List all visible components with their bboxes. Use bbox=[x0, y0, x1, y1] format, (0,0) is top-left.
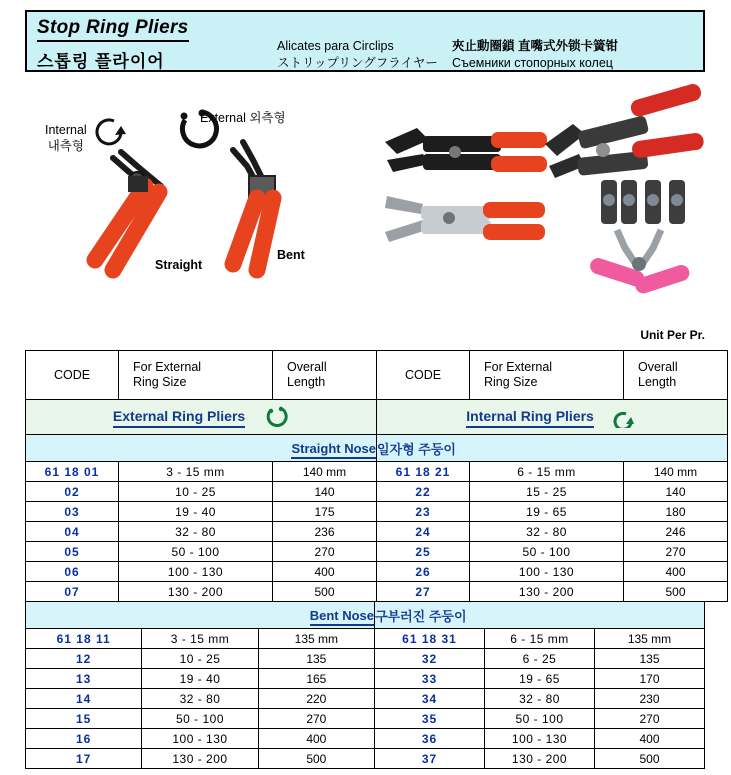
cell-length-right: 400 bbox=[624, 562, 728, 582]
cell-length-right: 135 mm bbox=[595, 629, 705, 649]
cell-code-left: 61 18 11 bbox=[26, 629, 142, 649]
table-row[interactable] bbox=[26, 522, 728, 542]
cell-code-left: 06 bbox=[26, 562, 119, 582]
cell-length-left: 400 bbox=[258, 729, 374, 749]
page-header bbox=[25, 10, 705, 72]
bent-rows-body bbox=[26, 629, 705, 769]
cell-size-left: 10 - 25 bbox=[119, 482, 273, 502]
label-internal bbox=[45, 122, 87, 154]
cell-size-left: 100 - 130 bbox=[119, 562, 273, 582]
cell-size-right: 50 - 100 bbox=[470, 542, 624, 562]
cell-length-left: 175 bbox=[273, 502, 377, 522]
cell-length-left: 500 bbox=[258, 749, 374, 769]
cell-size-right: 50 - 100 bbox=[485, 709, 595, 729]
table-row[interactable] bbox=[26, 482, 728, 502]
table-header-row bbox=[26, 351, 728, 400]
straight-nose-row bbox=[26, 435, 728, 462]
internal-ring-band-icon bbox=[612, 406, 638, 428]
cell-length-right: 500 bbox=[595, 749, 705, 769]
cell-length-right: 400 bbox=[595, 729, 705, 749]
cell-size-left: 100 - 130 bbox=[142, 729, 258, 749]
cell-code-right: 36 bbox=[375, 729, 485, 749]
table-row[interactable] bbox=[26, 462, 728, 482]
cell-code-right: 23 bbox=[377, 502, 470, 522]
table-row[interactable] bbox=[26, 629, 705, 649]
cell-size-right: 6 - 25 bbox=[485, 649, 595, 669]
table-row[interactable] bbox=[26, 542, 728, 562]
table-row[interactable] bbox=[26, 582, 728, 602]
silver-pliers-photo bbox=[385, 196, 545, 242]
cell-length-left: 400 bbox=[273, 562, 377, 582]
cell-code-right: 61 18 21 bbox=[377, 462, 470, 482]
cell-size-right: 6 - 15 mm bbox=[470, 462, 624, 482]
cell-length-left: 135 mm bbox=[258, 629, 374, 649]
cell-length-left: 236 bbox=[273, 522, 377, 542]
cell-code-right: 33 bbox=[375, 669, 485, 689]
cell-code-right: 37 bbox=[375, 749, 485, 769]
cell-length-right: 140 bbox=[624, 482, 728, 502]
label-bent: Bent bbox=[277, 248, 305, 262]
cell-code-left: 15 bbox=[26, 709, 142, 729]
table-row[interactable] bbox=[26, 502, 728, 522]
header-length-left-l1: Overall bbox=[287, 360, 327, 374]
cell-length-right: 270 bbox=[595, 709, 705, 729]
cell-size-left: 50 - 100 bbox=[119, 542, 273, 562]
cell-code-right: 34 bbox=[375, 689, 485, 709]
table-row[interactable] bbox=[26, 669, 705, 689]
cell-code-right: 25 bbox=[377, 542, 470, 562]
cell-length-left: 140 mm bbox=[273, 462, 377, 482]
title-russian: Съемники стопорных колец bbox=[452, 56, 613, 70]
header-ring-size-left-l1: For External bbox=[133, 360, 202, 374]
cell-code-left: 04 bbox=[26, 522, 119, 542]
cell-size-right: 100 - 130 bbox=[485, 729, 595, 749]
title-translations-cjk bbox=[452, 38, 618, 72]
cell-length-right: 246 bbox=[624, 522, 728, 542]
cell-length-left: 270 bbox=[273, 542, 377, 562]
product-illustrations bbox=[25, 80, 705, 345]
cell-size-left: 50 - 100 bbox=[142, 709, 258, 729]
cell-size-left: 19 - 40 bbox=[119, 502, 273, 522]
cell-size-left: 130 - 200 bbox=[119, 582, 273, 602]
category-band-row bbox=[26, 400, 728, 435]
title-japanese: ストリップリングフライヤー bbox=[277, 56, 438, 70]
cell-size-right: 100 - 130 bbox=[470, 562, 624, 582]
label-internal-kr: 내측형 bbox=[47, 139, 84, 153]
cell-code-right: 27 bbox=[377, 582, 470, 602]
cell-length-left: 165 bbox=[258, 669, 374, 689]
spec-table-straight bbox=[25, 350, 728, 602]
cell-length-right: 140 mm bbox=[624, 462, 728, 482]
bent-nose-en: Bent Nose bbox=[26, 602, 375, 629]
cell-code-right: 32 bbox=[375, 649, 485, 669]
straight-nose-kr: 일자형 주둥이 bbox=[377, 435, 728, 462]
cell-size-right: 130 - 200 bbox=[485, 749, 595, 769]
black-pliers-photo bbox=[385, 128, 547, 172]
cell-size-left: 32 - 80 bbox=[142, 689, 258, 709]
cell-code-left: 07 bbox=[26, 582, 119, 602]
cell-size-left: 10 - 25 bbox=[142, 649, 258, 669]
label-internal-en: Internal bbox=[45, 123, 87, 137]
cell-length-right: 135 bbox=[595, 649, 705, 669]
cell-code-left: 61 18 01 bbox=[26, 462, 119, 482]
cell-size-left: 3 - 15 mm bbox=[119, 462, 273, 482]
cell-size-right: 130 - 200 bbox=[470, 582, 624, 602]
pliers-set-photo bbox=[588, 180, 691, 295]
header-ring-size-left-l2: Ring Size bbox=[133, 375, 187, 389]
header-length-right bbox=[624, 351, 728, 400]
header-code-left: CODE bbox=[26, 351, 119, 400]
table-row[interactable] bbox=[26, 709, 705, 729]
cell-length-left: 140 bbox=[273, 482, 377, 502]
cell-code-left: 05 bbox=[26, 542, 119, 562]
band-external-label: External Ring Pliers bbox=[113, 408, 245, 428]
header-ring-size-right-l2: Ring Size bbox=[484, 375, 538, 389]
external-ring-band-icon bbox=[263, 406, 289, 428]
title-translations-latin bbox=[277, 38, 438, 72]
table-row[interactable] bbox=[26, 689, 705, 709]
cell-code-left: 16 bbox=[26, 729, 142, 749]
table-row[interactable] bbox=[26, 562, 728, 582]
band-internal-label: Internal Ring Pliers bbox=[466, 408, 594, 428]
cell-code-right: 24 bbox=[377, 522, 470, 542]
cell-code-left: 02 bbox=[26, 482, 119, 502]
cell-length-left: 500 bbox=[273, 582, 377, 602]
cell-code-right: 26 bbox=[377, 562, 470, 582]
table-row[interactable] bbox=[26, 649, 705, 669]
unit-note: Unit Per Pr. bbox=[640, 328, 705, 342]
cell-length-right: 500 bbox=[624, 582, 728, 602]
cell-size-right: 19 - 65 bbox=[470, 502, 624, 522]
header-ring-size-right-l1: For External bbox=[484, 360, 553, 374]
cell-code-left: 13 bbox=[26, 669, 142, 689]
header-length-right-l1: Overall bbox=[638, 360, 678, 374]
cell-code-left: 14 bbox=[26, 689, 142, 709]
cell-length-right: 270 bbox=[624, 542, 728, 562]
cell-code-right: 61 18 31 bbox=[375, 629, 485, 649]
cell-code-left: 12 bbox=[26, 649, 142, 669]
header-code-right: CODE bbox=[377, 351, 470, 400]
header-length-left-l2: Length bbox=[287, 375, 326, 389]
header-ring-size-left bbox=[119, 351, 273, 400]
internal-ring-icon bbox=[97, 120, 126, 144]
red-bent-pliers-photo bbox=[545, 82, 705, 178]
cell-length-left: 135 bbox=[258, 649, 374, 669]
cell-size-right: 32 - 80 bbox=[485, 689, 595, 709]
band-external-ring-pliers bbox=[26, 400, 377, 435]
label-straight: Straight bbox=[155, 258, 203, 272]
cell-length-right: 230 bbox=[595, 689, 705, 709]
straight-rows-body bbox=[26, 462, 728, 602]
cell-length-right: 170 bbox=[595, 669, 705, 689]
bent-pliers-figure bbox=[233, 142, 275, 270]
cell-length-left: 270 bbox=[258, 709, 374, 729]
band-internal-ring-pliers bbox=[377, 400, 728, 435]
page-title bbox=[37, 17, 252, 72]
cell-size-right: 32 - 80 bbox=[470, 522, 624, 542]
bent-nose-kr: 구부러진 주둥이 bbox=[375, 602, 705, 629]
table-row[interactable] bbox=[26, 749, 705, 769]
header-ring-size-right bbox=[470, 351, 624, 400]
title-korean: 스톱링 플라이어 bbox=[37, 52, 165, 71]
cell-length-left: 220 bbox=[258, 689, 374, 709]
cell-size-right: 19 - 65 bbox=[485, 669, 595, 689]
pliers-illustration-svg bbox=[25, 80, 705, 345]
cell-code-right: 35 bbox=[375, 709, 485, 729]
table-row[interactable] bbox=[26, 729, 705, 749]
header-length-right-l2: Length bbox=[638, 375, 677, 389]
cell-size-left: 32 - 80 bbox=[119, 522, 273, 542]
straight-pliers-figure bbox=[95, 152, 161, 270]
title-spanish: Alicates para Circlips bbox=[277, 39, 394, 53]
straight-nose-en: Straight Nose bbox=[26, 435, 377, 462]
header-length-left bbox=[273, 351, 377, 400]
cell-code-left: 03 bbox=[26, 502, 119, 522]
cell-code-left: 17 bbox=[26, 749, 142, 769]
title-english: Stop Ring Pliers bbox=[37, 17, 189, 42]
spec-table-bent bbox=[25, 601, 705, 769]
cell-size-left: 3 - 15 mm bbox=[142, 629, 258, 649]
cell-code-right: 22 bbox=[377, 482, 470, 502]
cell-size-right: 15 - 25 bbox=[470, 482, 624, 502]
title-chinese: 夾止動圈鎖 直嘴式外锁卡簧钳 bbox=[452, 39, 618, 53]
cell-size-left: 130 - 200 bbox=[142, 749, 258, 769]
bent-nose-row bbox=[26, 602, 705, 629]
cell-size-right: 6 - 15 mm bbox=[485, 629, 595, 649]
label-external: External 외측형 bbox=[200, 111, 286, 125]
cell-length-right: 180 bbox=[624, 502, 728, 522]
cell-size-left: 19 - 40 bbox=[142, 669, 258, 689]
